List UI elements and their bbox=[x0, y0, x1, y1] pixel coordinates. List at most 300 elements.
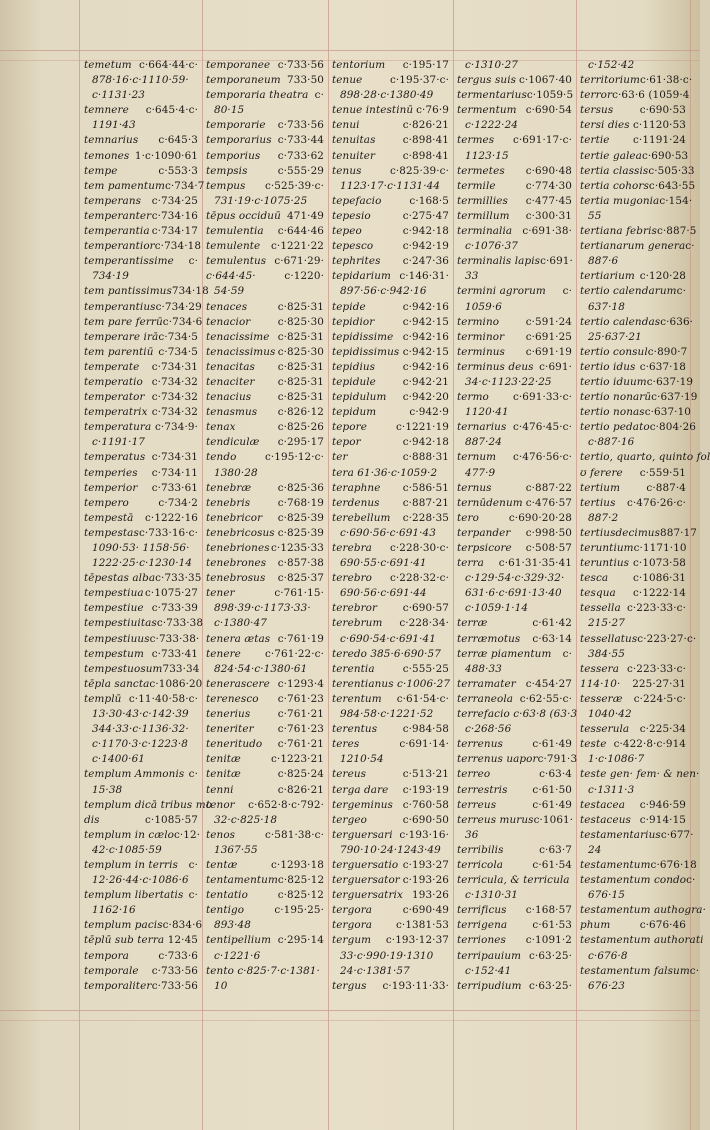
index-entry bbox=[84, 330, 198, 345]
index-term: tentigo bbox=[206, 904, 245, 917]
index-reference: c· bbox=[562, 647, 572, 660]
index-reference: c·1293·18 bbox=[271, 858, 324, 871]
index-entry bbox=[84, 58, 198, 73]
index-term: tenasmus bbox=[206, 406, 258, 419]
index-entry bbox=[84, 752, 198, 767]
index-term: temperatio bbox=[84, 375, 143, 388]
index-reference: c·942·19 bbox=[402, 240, 449, 253]
index-entry bbox=[332, 722, 449, 737]
index-entry bbox=[84, 903, 198, 918]
index-term: c·1076·37 bbox=[465, 240, 518, 253]
index-term: 1123·15 bbox=[465, 149, 509, 162]
index-entry bbox=[206, 164, 324, 179]
index-entry bbox=[580, 767, 700, 782]
index-term: termile bbox=[457, 179, 496, 192]
index-entry bbox=[580, 722, 686, 737]
index-term: 215·27 bbox=[588, 617, 625, 630]
index-term: teredo 385·6·690·57 bbox=[332, 647, 441, 660]
index-entry bbox=[457, 254, 572, 269]
index-term: 1123·17·c·1131·44 bbox=[340, 179, 441, 192]
index-entry bbox=[580, 662, 686, 677]
index-entry bbox=[580, 737, 686, 752]
index-term: tenebricor bbox=[206, 511, 263, 524]
index-term: tergus suis bbox=[457, 74, 517, 87]
index-entry bbox=[206, 194, 324, 209]
index-term: tento c·825·7·c·1381· bbox=[206, 964, 320, 977]
index-reference: c·761·15· bbox=[274, 587, 324, 600]
index-reference: c·825·30 bbox=[277, 315, 324, 328]
index-reference: 733·34 bbox=[162, 662, 200, 675]
index-term: 12·26·44·c·1086·6 bbox=[92, 874, 189, 887]
index-term: 898·39·c·1173·33· bbox=[214, 602, 311, 615]
index-reference: c·825·31 bbox=[277, 375, 324, 388]
column-rule-1 bbox=[202, 0, 203, 1130]
index-term: tertio idus bbox=[580, 360, 636, 373]
index-term: 1162·16 bbox=[92, 904, 136, 917]
index-entry bbox=[84, 103, 198, 118]
column-rule-2 bbox=[328, 0, 329, 1130]
index-term: tenus bbox=[332, 164, 362, 177]
index-entry bbox=[457, 783, 572, 798]
index-reference: c·825·30 bbox=[277, 345, 324, 358]
index-reference: c·11·40·58·c· bbox=[128, 692, 198, 705]
index-reference: c·508·57 bbox=[525, 542, 572, 554]
index-entry bbox=[457, 435, 572, 450]
index-term: templum in cælo bbox=[84, 828, 174, 841]
index-term: termino bbox=[457, 315, 500, 328]
index-entry bbox=[580, 315, 694, 330]
index-reference: c·275·47 bbox=[402, 209, 449, 222]
index-reference: c·857·38 bbox=[277, 557, 324, 570]
index-reference: c·505·33 bbox=[648, 164, 695, 177]
index-entry bbox=[84, 405, 198, 420]
index-term: terguersatrix bbox=[332, 889, 403, 902]
index-entry bbox=[206, 330, 324, 345]
index-term: 36 bbox=[465, 828, 479, 841]
index-entry bbox=[332, 873, 449, 888]
index-entry bbox=[580, 209, 686, 224]
index-entry bbox=[457, 692, 572, 707]
index-term: terrigena bbox=[457, 919, 508, 932]
index-reference: c·193·11·33· bbox=[382, 979, 449, 992]
index-entry bbox=[457, 345, 572, 360]
index-entry bbox=[457, 224, 572, 239]
index-reference: c·1222·14 bbox=[633, 587, 686, 600]
index-term: teneritudo bbox=[206, 738, 263, 751]
index-term: tenacior bbox=[206, 315, 251, 328]
index-entry bbox=[84, 647, 198, 662]
index-term: terreus bbox=[457, 798, 497, 811]
index-entry bbox=[457, 707, 578, 722]
index-entry bbox=[206, 616, 324, 631]
index-term: 887·6 bbox=[588, 255, 619, 268]
index-term: temperantius bbox=[84, 300, 156, 313]
index-term: termini agrorum bbox=[457, 285, 546, 298]
index-reference: c·888·31 bbox=[402, 451, 449, 464]
index-term: terminor bbox=[457, 330, 505, 343]
index-term: c·268·56 bbox=[465, 723, 512, 736]
index-term: tem pamentum bbox=[84, 179, 165, 192]
index-entry bbox=[332, 556, 449, 571]
index-reference: c· bbox=[686, 874, 696, 887]
index-term: tentæ bbox=[206, 858, 238, 871]
index-entry bbox=[580, 450, 710, 465]
index-reference: c·295·17 bbox=[277, 436, 324, 449]
index-term: 734·19 bbox=[92, 270, 129, 283]
index-reference: 1·c·1090·61 bbox=[134, 149, 198, 162]
index-term: teste bbox=[580, 738, 607, 751]
index-reference: c·825·36 bbox=[277, 481, 324, 494]
index-reference: c·890·7 bbox=[647, 345, 688, 358]
index-entry bbox=[457, 813, 572, 828]
index-entry bbox=[332, 179, 449, 194]
index-term: terræ piamentum bbox=[457, 647, 552, 660]
index-entry bbox=[332, 737, 449, 752]
index-entry bbox=[206, 88, 324, 103]
index-entry bbox=[580, 918, 686, 933]
index-reference: c·690·49 bbox=[402, 904, 449, 917]
index-entry bbox=[84, 375, 198, 390]
index-reference: c· bbox=[689, 964, 700, 977]
index-reference: c·247·36 bbox=[402, 255, 449, 268]
index-entry bbox=[332, 858, 449, 873]
index-reference: c·555·25 bbox=[402, 662, 449, 675]
index-term: tenacissimus bbox=[206, 345, 276, 358]
index-entry bbox=[457, 149, 572, 164]
index-entry bbox=[84, 511, 198, 526]
index-entry bbox=[580, 571, 686, 586]
index-entry bbox=[84, 466, 198, 481]
index-entry bbox=[580, 526, 698, 541]
index-entry bbox=[580, 601, 686, 616]
index-reference: c·1223·21 bbox=[271, 753, 324, 766]
index-entry bbox=[206, 300, 324, 315]
index-reference: c·825·37 bbox=[277, 572, 324, 585]
index-reference: c·63·25· bbox=[529, 949, 572, 962]
index-reference: c·691·14· bbox=[399, 738, 449, 751]
index-reference: c· bbox=[188, 889, 198, 902]
index-term: testamentum condo bbox=[580, 874, 687, 887]
index-entry bbox=[457, 360, 572, 375]
index-reference: c·734·25 bbox=[151, 194, 198, 207]
index-entry bbox=[332, 933, 449, 948]
index-reference: c·734·31 bbox=[151, 360, 198, 373]
index-entry bbox=[206, 209, 324, 224]
index-entry bbox=[457, 58, 572, 73]
index-entry bbox=[457, 601, 572, 616]
index-entry bbox=[84, 88, 198, 103]
index-entry bbox=[332, 103, 449, 118]
index-entry bbox=[84, 798, 213, 813]
index-term: 1191·43 bbox=[92, 119, 136, 132]
index-term: tem pare ferrū bbox=[84, 315, 163, 328]
index-entry bbox=[206, 481, 324, 496]
index-term: tem pantissimus bbox=[84, 285, 172, 298]
index-entry bbox=[332, 88, 449, 103]
index-entry bbox=[206, 450, 324, 465]
index-reference: c·942·21 bbox=[402, 375, 449, 388]
index-term: tergora bbox=[332, 904, 373, 917]
index-term: terminus deus bbox=[457, 360, 534, 373]
index-entry bbox=[457, 949, 572, 964]
index-term: 33 bbox=[465, 270, 479, 283]
index-entry bbox=[580, 888, 686, 903]
index-term: temporius bbox=[206, 149, 261, 162]
index-term: tepidior bbox=[332, 315, 375, 328]
index-entry bbox=[84, 677, 203, 692]
index-reference: c·1073·58 bbox=[633, 557, 686, 570]
index-reference: c·63·14 bbox=[532, 632, 572, 645]
index-reference: c·1222·16 bbox=[145, 511, 198, 524]
index-reference: c·652·8·c·792· bbox=[248, 798, 324, 811]
index-reference: c·644·46 bbox=[277, 225, 324, 238]
index-term: terraneola bbox=[457, 692, 514, 705]
index-reference: c·887·21 bbox=[402, 496, 449, 509]
index-reference: c·645·3 bbox=[158, 134, 198, 147]
index-column-1 bbox=[84, 58, 213, 1018]
index-entry bbox=[332, 224, 449, 239]
index-reference: c·476·45·c· bbox=[512, 421, 572, 434]
index-entry bbox=[332, 315, 449, 330]
index-entry bbox=[580, 903, 706, 918]
index-term: terpander bbox=[457, 526, 511, 539]
index-entry bbox=[332, 300, 449, 315]
index-term: tertio calendas bbox=[580, 315, 661, 328]
index-entry bbox=[332, 360, 449, 375]
index-entry bbox=[332, 164, 449, 179]
index-reference: c·942·15 bbox=[402, 345, 449, 358]
index-entry bbox=[457, 677, 572, 692]
index-reference: c·734·32 bbox=[151, 406, 198, 419]
index-reference: c·733·56 bbox=[277, 119, 324, 132]
index-entry bbox=[332, 239, 449, 254]
index-reference: c·61·54·c· bbox=[396, 692, 449, 705]
index-reference: c·12· bbox=[173, 828, 201, 841]
index-entry bbox=[206, 556, 324, 571]
index-term: tergus bbox=[332, 979, 367, 992]
index-reference: c· bbox=[188, 858, 198, 871]
index-reference: c·768·19 bbox=[277, 496, 324, 509]
index-entry bbox=[580, 345, 686, 360]
index-term: c·1310·31 bbox=[465, 889, 518, 902]
index-reference: c·691·19 bbox=[525, 345, 572, 358]
index-entry bbox=[84, 722, 198, 737]
index-term: c·887·16 bbox=[588, 436, 635, 449]
index-reference: c·224·5·c· bbox=[633, 692, 686, 705]
index-reference: c·898·41 bbox=[402, 149, 449, 162]
index-entry bbox=[206, 149, 324, 164]
index-entry bbox=[206, 526, 324, 541]
index-term: c·129·54·c·329·32· bbox=[465, 572, 565, 585]
index-entry bbox=[580, 73, 693, 88]
index-entry bbox=[332, 752, 449, 767]
index-entry bbox=[580, 979, 686, 994]
margin-rule-top bbox=[0, 50, 700, 51]
index-reference: c·555·29 bbox=[277, 164, 324, 177]
index-reference: c·887·4 bbox=[646, 481, 686, 494]
index-entry bbox=[332, 541, 449, 556]
index-term: terripauium bbox=[457, 949, 522, 962]
index-reference: c·734·32 bbox=[151, 375, 198, 388]
index-entry bbox=[457, 979, 572, 994]
index-reference: c·690·57 bbox=[402, 602, 449, 615]
index-term: 24·c·1381·57 bbox=[340, 964, 410, 977]
index-reference: c·1085·57 bbox=[145, 813, 198, 826]
index-term: tenui bbox=[332, 119, 360, 132]
index-reference: c·61·42 bbox=[532, 617, 572, 630]
index-entry bbox=[84, 149, 198, 164]
index-term: tepidule bbox=[332, 375, 376, 388]
index-reference: c·825·12 bbox=[277, 874, 325, 887]
index-entry bbox=[206, 118, 324, 133]
index-entry bbox=[580, 783, 686, 798]
index-entry bbox=[457, 722, 572, 737]
index-reference: c·734·32 bbox=[151, 391, 198, 404]
index-term: tertius bbox=[580, 496, 616, 509]
index-term: ter bbox=[332, 451, 348, 464]
index-term: 887·24 bbox=[465, 436, 502, 449]
index-reference: c·942·16 bbox=[402, 300, 449, 313]
index-reference: c·998·50 bbox=[525, 526, 572, 539]
index-entry bbox=[84, 843, 198, 858]
index-entry bbox=[332, 843, 449, 858]
index-entry bbox=[84, 239, 202, 254]
index-reference: c·454·27 bbox=[525, 677, 572, 690]
index-entry bbox=[332, 616, 449, 631]
index-reference: c·733·61 bbox=[151, 481, 198, 494]
index-term: tēpus occiduū bbox=[206, 209, 281, 222]
index-entry bbox=[457, 647, 572, 662]
index-term: c·1221·6 bbox=[214, 949, 261, 962]
index-entry bbox=[457, 239, 572, 254]
index-entry bbox=[332, 284, 449, 299]
index-reference: c·1191·24 bbox=[633, 134, 686, 147]
index-term: terebellum bbox=[332, 511, 391, 524]
index-entry bbox=[332, 420, 449, 435]
index-term: temporale bbox=[84, 964, 139, 977]
index-entry bbox=[206, 707, 324, 722]
index-term: testamentum falsum bbox=[580, 964, 690, 977]
index-term: terebror bbox=[332, 602, 378, 615]
column-rule-4 bbox=[576, 0, 577, 1130]
index-reference: c·690·48 bbox=[525, 164, 572, 177]
index-entry bbox=[332, 450, 449, 465]
index-term: 898·28·c·1380·49 bbox=[340, 89, 434, 102]
index-entry bbox=[580, 224, 697, 239]
index-entry bbox=[580, 813, 686, 828]
index-reference: c· bbox=[188, 255, 198, 268]
index-reference: c·643·55 bbox=[648, 179, 696, 192]
index-term: temetum bbox=[84, 59, 132, 71]
index-term: 631·6·c·691·13·40 bbox=[465, 587, 562, 600]
index-entry bbox=[84, 873, 198, 888]
index-entry bbox=[580, 239, 695, 254]
index-term: terguersari bbox=[332, 828, 393, 841]
index-reference: c·690·53 bbox=[641, 149, 689, 162]
index-reference: c·1120·53 bbox=[633, 119, 686, 132]
index-entry bbox=[580, 88, 690, 103]
index-reference: c·1221·19 bbox=[396, 421, 449, 434]
index-entry bbox=[457, 918, 572, 933]
index-term: tergora bbox=[332, 919, 373, 932]
index-reference: c·300·31 bbox=[525, 209, 572, 222]
index-reference: c·1171·10 bbox=[633, 542, 687, 554]
index-reference: c·942·16 bbox=[402, 360, 449, 373]
index-reference: c· bbox=[676, 285, 686, 298]
index-reference: c·645·4·c· bbox=[145, 104, 198, 117]
index-term: testamentum bbox=[580, 858, 651, 871]
index-term: templum pacis bbox=[84, 919, 163, 932]
index-term: tenacitas bbox=[206, 360, 255, 373]
index-term: testaceus bbox=[580, 813, 631, 826]
index-term: terentianus c·1006·27 bbox=[332, 677, 451, 690]
index-term: tessera bbox=[580, 662, 620, 675]
index-entry bbox=[84, 360, 198, 375]
index-entry bbox=[457, 405, 572, 420]
index-reference: c·228·34· bbox=[399, 617, 449, 630]
index-entry bbox=[580, 616, 686, 631]
index-entry bbox=[332, 435, 449, 450]
index-entry bbox=[457, 541, 572, 556]
index-term: tergum bbox=[332, 934, 372, 947]
index-entry bbox=[457, 73, 572, 88]
index-term: tepeo bbox=[332, 225, 362, 238]
index-term: terribilis bbox=[457, 843, 504, 856]
index-entry bbox=[84, 964, 198, 979]
index-entry bbox=[580, 300, 686, 315]
index-entry bbox=[332, 828, 449, 843]
index-reference: c·826·21 bbox=[277, 783, 324, 796]
index-entry bbox=[580, 798, 686, 813]
index-entry bbox=[206, 858, 324, 873]
index-term: tepidulum bbox=[332, 391, 387, 404]
index-entry bbox=[457, 526, 572, 541]
index-reference: c·887·5 bbox=[656, 225, 697, 238]
index-reference: c·734·29 bbox=[155, 300, 202, 313]
index-entry bbox=[84, 73, 198, 88]
index-term: temperator bbox=[84, 391, 145, 404]
index-term: c·690·54·c·691·41 bbox=[340, 632, 436, 645]
index-term: tephrites bbox=[332, 255, 381, 268]
index-term: tertiarium bbox=[580, 270, 635, 283]
index-reference: c·1091·2 bbox=[525, 934, 572, 947]
index-entry bbox=[206, 828, 324, 843]
index-entry bbox=[457, 466, 572, 481]
index-reference: c·63·4 bbox=[539, 768, 572, 781]
index-entry bbox=[457, 858, 572, 873]
index-entry bbox=[332, 209, 449, 224]
index-entry bbox=[84, 888, 198, 903]
index-reference: c·733·16·c· bbox=[138, 526, 198, 539]
index-term: temperatus bbox=[84, 451, 146, 464]
index-entry bbox=[580, 933, 704, 948]
index-reference: c·120·28 bbox=[639, 270, 686, 283]
index-term: tepore bbox=[332, 421, 367, 434]
index-entry bbox=[206, 345, 324, 360]
index-entry bbox=[84, 194, 198, 209]
index-term: terga dare bbox=[332, 783, 389, 796]
index-term: terramater bbox=[457, 677, 516, 690]
index-term: terrenus bbox=[457, 738, 503, 751]
index-term: c·1191·17 bbox=[92, 436, 145, 449]
index-term: templum in terris bbox=[84, 858, 178, 871]
index-term: ʊ ferere bbox=[580, 466, 623, 479]
index-term: temulente bbox=[206, 240, 261, 253]
index-entry bbox=[332, 466, 449, 481]
index-reference: c·225·34 bbox=[639, 723, 686, 736]
index-term: 1120·41 bbox=[465, 406, 509, 419]
index-reference: c·733·6 bbox=[158, 949, 198, 962]
